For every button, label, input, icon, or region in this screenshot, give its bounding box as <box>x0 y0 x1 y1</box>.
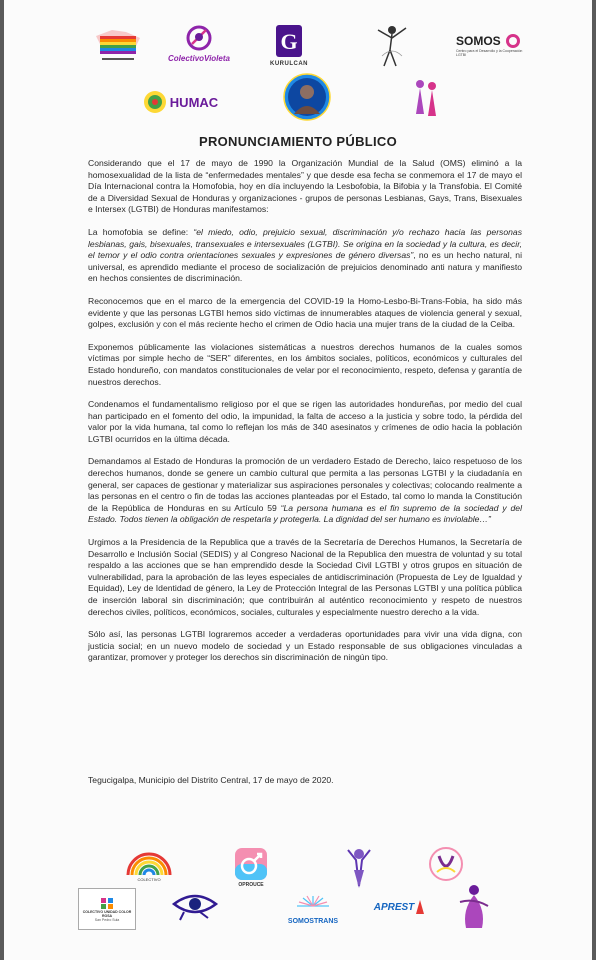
colectivo-unidad-color-rosa-logo <box>78 888 136 930</box>
paragraph-homofobia <box>88 227 522 285</box>
humac-logo <box>134 86 226 118</box>
paragraph-homofobia-intro: La homofobia se define: <box>88 226 194 237</box>
colectivo-unidad-text: COLECTIVO UNIDAD COLOR ROSA <box>82 910 132 918</box>
homofobia-definition-quote: “el miedo, odio, prejuicio sexual, discriminación y/o rechazo hacia las personas lesbianas, gais, bisexuales, transexuales e intersexuales (LGTBI). Se origina en la sociedad y la cultura, es decir, el temor y el odio contra orientaciones sexuales y expresiones de género diversas” <box>88 226 522 261</box>
kurulcan-logo <box>258 16 320 72</box>
colectivo-violeta-text: ColectivoVioleta <box>168 53 230 63</box>
svg-text:G: G <box>280 29 298 54</box>
paragraph-demandamos-text: Demandamos al Estado de Honduras la promoción de un verdadero Estado de Derecho, laico respetuoso de los derechos humanos, donde se genere un cambio cultural que permita a las personas LGTBI y la ciudadanía en general, ser capaces de gestionar y materializar sus aspiraciones personales y colectivas; colocando realmente a las personas en el centro o fin de todas las acciones planteadas por el Estado, tal como lo manda la Constitución de la República de Honduras en su Artículo 59 <box>88 456 522 513</box>
constitution-quote: “La persona humana es el fin supremo de la sociedad y del Estado. Todos tienen la obligación de respetarla y protegerla. La dignidad del ser humano es inviolable…” <box>88 502 522 525</box>
paragraph-urgimos: Urgimos a la Presidencia de la Republica que a través de la Secretaría de Derechos Humanos, la Secretaría de Desarrollo e Inclusión Social (SEDIS) y al Congreso Nacional de la Republica den muestra de voluntad y su total respaldo a las acciones que se han emprendido desde la Sociedad Civil LGTBI y otros grupos en situación de vulnerabilidad, para la aprobación de las leyes especiales de antidiscriminación (Propuesta de Ley de Igualdad y Equidad), Ley de Identidad de género, la Ley de Protección Integral de las Personas LGTBI y una política pública de inserción laboral sin discriminación; que contribuirán al auténtico reconocimiento y respeto de nuestros derechos civiles, políticos, económicos, sociales, culturales y especialmente nuestro derecho a la vida. <box>88 537 522 617</box>
aprest-logo <box>370 892 430 922</box>
eye-logo <box>170 890 220 922</box>
paragraph-reconocemos: Reconocemos que en el marco de la emergencia del COVID-19 la Homo-Lesbo-Bi-Trans-Fobia, ha sido más evidente y que las personas LGTBI hemos sido víctimas de innumerables ataques de violencia general y sexual, golpes, exclusión y con el más reciente hecho el crimen de Odio hacia una mujer trans de la ciudad de la Ceiba. <box>88 295 522 330</box>
women-figures-logo <box>406 74 446 122</box>
circle-ribbon-logo <box>422 844 470 884</box>
somostrans-logo <box>280 888 346 930</box>
oprouce-logo <box>230 844 272 890</box>
goddess-logo <box>344 846 374 892</box>
paragraph-exponemos: Exponemos públicamente las violaciones sistemáticas a nuestros derechos humanos de la cuales somos víctimas por simple hecho de “SER” diferentes, en los ámbitos sociales, políticos, económicos y culturales del Estado hondureño, con mandatos constitucionales de velar por el reconocimiento, respeto, defensa y garantía de nuestros derechos. <box>88 341 522 387</box>
colectivo-violeta-logo <box>166 18 232 68</box>
paragraph-condenamos: Condenamos el fundamentalismo religioso por el que se rigen las autoridades hondureñas, por medio del cual han participado en el fomento del odio, la impunidad, la falta de acceso a la justicia y sobre todo, la pérdida del valor por la vida humana, tal como lo reflejan los más de 340 asesinatos y crímenes de odio hacia la población LGTBI ocurridos en la última década. <box>88 399 522 444</box>
document-page <box>4 0 592 960</box>
somos-text: SOMOS <box>456 34 501 48</box>
paragraph-homofobia-rest: , no es un hecho natural, ni universal, es aprendido mediante el proceso de socialización de prejuicios denominado anti natura y manifiesto en hechos consientes de discriminación. <box>88 250 522 284</box>
dancer-logo <box>368 16 416 72</box>
document-title: PRONUNCIAMIENTO PÚBLICO <box>198 134 398 149</box>
somostrans-text: SOMOSTRANS <box>287 917 339 925</box>
somos-subtitle: Centro para el Desarrollo y la Cooperación LGTBI <box>456 49 523 57</box>
document-signoff: Tegucigalpa, Municipio del Distrito Central, 17 de mayo de 2020. <box>88 775 334 785</box>
aprest-text: APREST <box>373 901 415 913</box>
humac-text: HUMAC <box>169 94 219 110</box>
oprouce-text: OPROUCE <box>238 882 264 888</box>
document-body <box>88 158 522 675</box>
san-pedro-sula-text: San Pedro Sula <box>94 918 120 922</box>
kurulcan-text: KURULCAN <box>270 61 308 67</box>
somos-logo <box>456 28 532 62</box>
purple-figure-logo <box>452 880 494 932</box>
rainbow-map-logo <box>90 22 146 64</box>
portrait-medallion-logo <box>282 72 332 122</box>
paragraph-demandamos <box>88 456 522 526</box>
rainbow-collective-text: COLECTIVO <box>137 876 161 882</box>
paragraph-solo-asi: Sólo así, las personas LGTBI lograremos acceder a verdaderas oportunidades para vivir una vida digna, con justicia social; en un nuevo modelo de sociedad y un Estado responsable de sus obligaciones vinculadas a garantizar, promover y proteger los derechos sin discriminación de ningún tipo. <box>88 629 522 663</box>
rainbow-collective-logo <box>120 844 178 886</box>
paragraph-considerando: Considerando que el 17 de mayo de 1990 la Organización Mundial de la Salud (OMS) eliminó a la homosexualidad de la lista de “enfermedades mentales” y que desde esa fecha se conmemora el 17 de mayo el Día Internacional contra la Homofobia, hoy en día incluyendo la Lesbofobia, la Bifobia y la Transfobia. El Comité de a Diversidad Sexual de Honduras y organizaciones - grupos de personas Lesbianas, Gays, Trans, Bisexuales e Intersex (LGTBI) de Honduras manifestamos: <box>88 158 522 215</box>
